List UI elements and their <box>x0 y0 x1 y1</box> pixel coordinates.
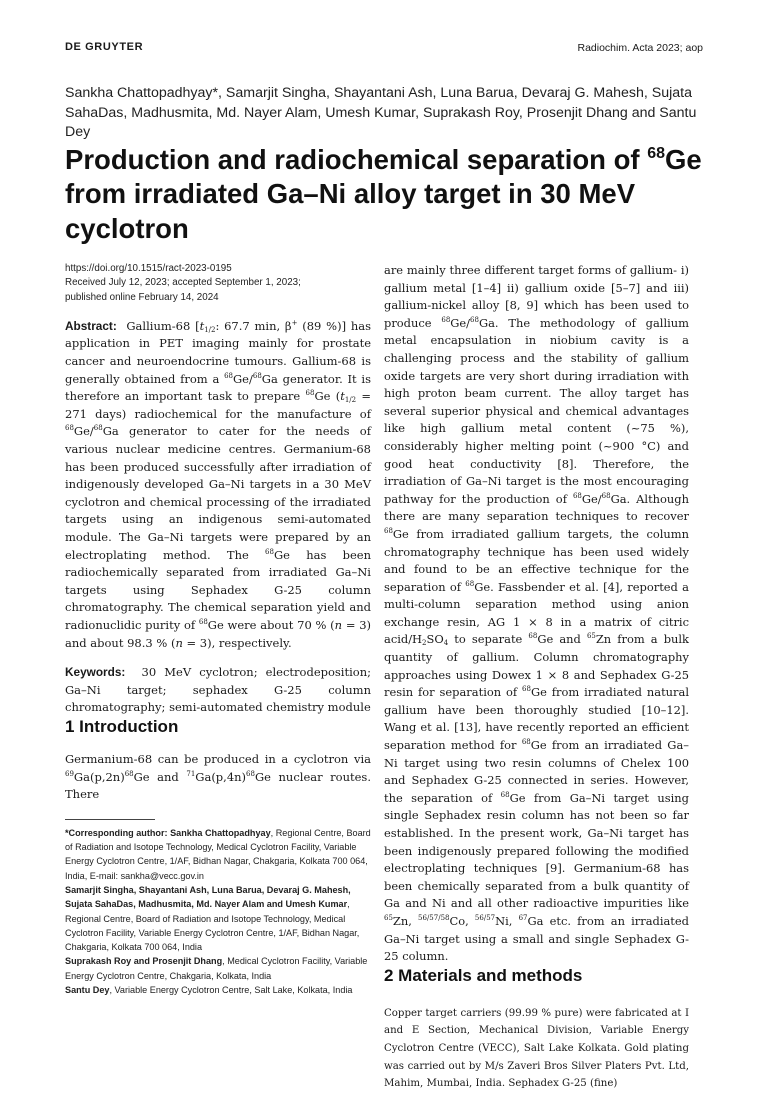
author-list: Sankha Chattopadhyay*, Samarjit Singha, Shayantani Ash, Luna Barua, Devaraj G. Mahesh, Sujata SahaDas, Madhusmita, Md. Nayer Alam, Umesh Kumar, Suprakash Roy, Prosenjit Dhang and Santu Dey <box>65 85 697 141</box>
introduction-text-continued: are mainly three different target forms of gallium- i) gallium metal [1–4] ii) gallium oxide [5–7] and iii) gallium-nickel alloy [8, 9] which has been used to produce $^{68}$Ge/$^{68}$Ga. The methodology of gallium metal encapsulation in niobium cavity is a challenging process and the stability of gallium oxide targets are very short during irradiation with high proton beam current. The alloy target has several superior physical and chemical advantages like high gallium metal content (~75 %), considerably higher melting point (~900 °C) and good heat conductivity [8]. Therefore, the irradiation of Ga–Ni target is the most encouraging pathway for the production of $^{68}$Ge/$^{68}$Ga. Although there are many separation techniques to recover $^{68}$Ge from irradiated gallium targets, the column chromatography technique has been used widely and found to be an effective technique for the separation of $^{68}$Ge. Fassbender et al. [4], reported a multi-column separation method using anion exchange resin, AG 1 × 8 in a matrix of citric acid/$H_2SO_4$ to separate $^{68}$Ge and $^{65}$Zn from a bulk quantity of gallium. Column chromatography approaches using Dowex 1 × 8 and Sephadex G-25 resin for separation of $^{68}$Ge from irradiated natural gallium have been thoroughly studied [10–12]. Wang et al. [13], have recently reported an efficient separation method for $^{68}$Ge from an irradiated Ga–Ni target using two resin columns of Chelex 100 and Sephadex G-25 connected in series. However, the separation of $^{68}$Ge from Ga–Ni target using single Sephadex resin column has not been so far established. In the present work, Ga–Ni target has been indigenously prepared following the modified electroplating techniques [9]. Germanium-68 has been chemically separated from a bulk quantity of Ga and Ni and all other radioactive impurities like $^{65}$Zn, $^{56/57/58}$Co, $^{56/57}$Ni, $^{67}$Ga etc. from an irradiated Ga–Ni target using a small and single Sephadex G-25 column. <box>384 263 689 964</box>
article-meta <box>65 262 371 305</box>
title-part-2: Ge from irradiated Ga–Ni alloy target in 30 MeV cyclotron <box>65 144 702 244</box>
footnote-corresponding-author: *Corresponding author: Sankha Chattopadhyay, Regional Centre, Board of Radiation and Isotope Technology, Medical Cyclotron Facility, Variable Energy Cyclotron Centre, 1/AF, Bidhan Nagar, Chakgaria, Kolkata 700 064, India, E-mail: sankha@vecc.gov.in <box>65 827 371 881</box>
keywords-text: 30 MeV cyclotron; electrodeposition; Ga–Ni target; sephadex G-25 column chromatography; semi-automated chemistry module <box>65 665 371 715</box>
footnote-affiliation-1: Samarjit Singha, Shayantani Ash, Luna Barua, Devaraj G. Mahesh, Sujata SahaDas, Madhusmita, Md. Nayer Alam and Umesh Kumar, Regional Centre, Board of Radiation and Isotope Technology, Medical Cyclotron Facility, Variable Energy Cyclotron Centre, 1/AF, Bidhan Nagar, Chakgaria, Kolkata 700 064, India <box>65 884 360 953</box>
footnote-affiliation-2: Suprakash Roy and Prosenjit Dhang, Medical Cyclotron Facility, Variable Energy Cyclotron Centre, Chakgaria, Kolkata, India <box>65 956 368 981</box>
abstract-label: Abstract: <box>65 318 117 333</box>
introduction-text-start: Germanium-68 can be produced in a cyclotron via $^{69}Ga(p,2n)^{68}Ge$ and $^{71}Ga(p,4n)^{68}Ge$ nuclear routes. There <box>65 751 371 802</box>
published-date: published online February 14, 2024 <box>65 291 219 303</box>
section-heading-introduction: 1 Introduction <box>65 716 179 736</box>
title-isotope-mass: 68 <box>647 145 665 162</box>
journal-citation: Radiochim. Acta 2023; aop <box>577 42 703 54</box>
keywords-label: Keywords: <box>65 665 126 680</box>
materials-methods-text: Copper target carriers (99.99 % pure) were fabricated at I and E Section, Mechanical Division, Variable Energy Cyclotron Centre (VECC), Salt Lake Kolkata. Gold plating was carried out by M/s Zaveri Bros Silver Platers Pvt. Ltd, Mahim, Mumbai, India. Sephadex G-25 (fine) <box>384 1007 689 1090</box>
article-title <box>65 143 705 246</box>
abstract-text: Gallium-68 [$t_{1/2}$: 67.7 min, β+ (89 %)] has application in PET imaging mainly for prostate cancer and neuroendocrine tumours. Gallium-68 is generally obtained from a $^{68}$Ge/$^{68}$Ga generator. It is therefore an important task to prepare $^{68}$Ge ($t_{1/2} = 271$ days) radiochemical for the manufacture of $^{68}$Ge/$^{68}$Ga generator to cater for the needs of various nuclear medicine centres. Germanium-68 has been produced successfully after irradiation of indigenously developed Ga–Ni targets in a 30 MeV cyclotron and chemical processing of the irradiated targets using an indigenous semi-automated module. The Ga–Ni targets were prepared by an electroplating method. The $^{68}$Ge has been radiochemically separated from irradiated Ga–Ni targets using Sephadex G-25 column chromatography. The chemical separation yield and radionuclidic purity of $^{68}$Ge were about 70 % (n = 3) and about 98.3 % (n = 3), respectively. <box>65 318 372 650</box>
footnote-divider <box>65 819 155 820</box>
abstract <box>65 318 371 652</box>
title-part-1: Production and radiochemical separation of <box>65 144 648 175</box>
right-column <box>384 262 689 1103</box>
publisher-name: DE GRUYTER <box>65 41 144 53</box>
doi-link[interactable]: https://doi.org/10.1515/ract-2023-0195 <box>65 263 232 274</box>
received-dates: Received July 12, 2023; accepted September 1, 2023; <box>65 277 301 289</box>
keywords <box>65 664 371 717</box>
footnote-affiliation-3: Santu Dey, Variable Energy Cyclotron Centre, Salt Lake, Kolkata, India <box>65 985 353 995</box>
section-heading-materials-methods: 2 Materials and methods <box>384 965 583 985</box>
left-column <box>65 262 371 997</box>
